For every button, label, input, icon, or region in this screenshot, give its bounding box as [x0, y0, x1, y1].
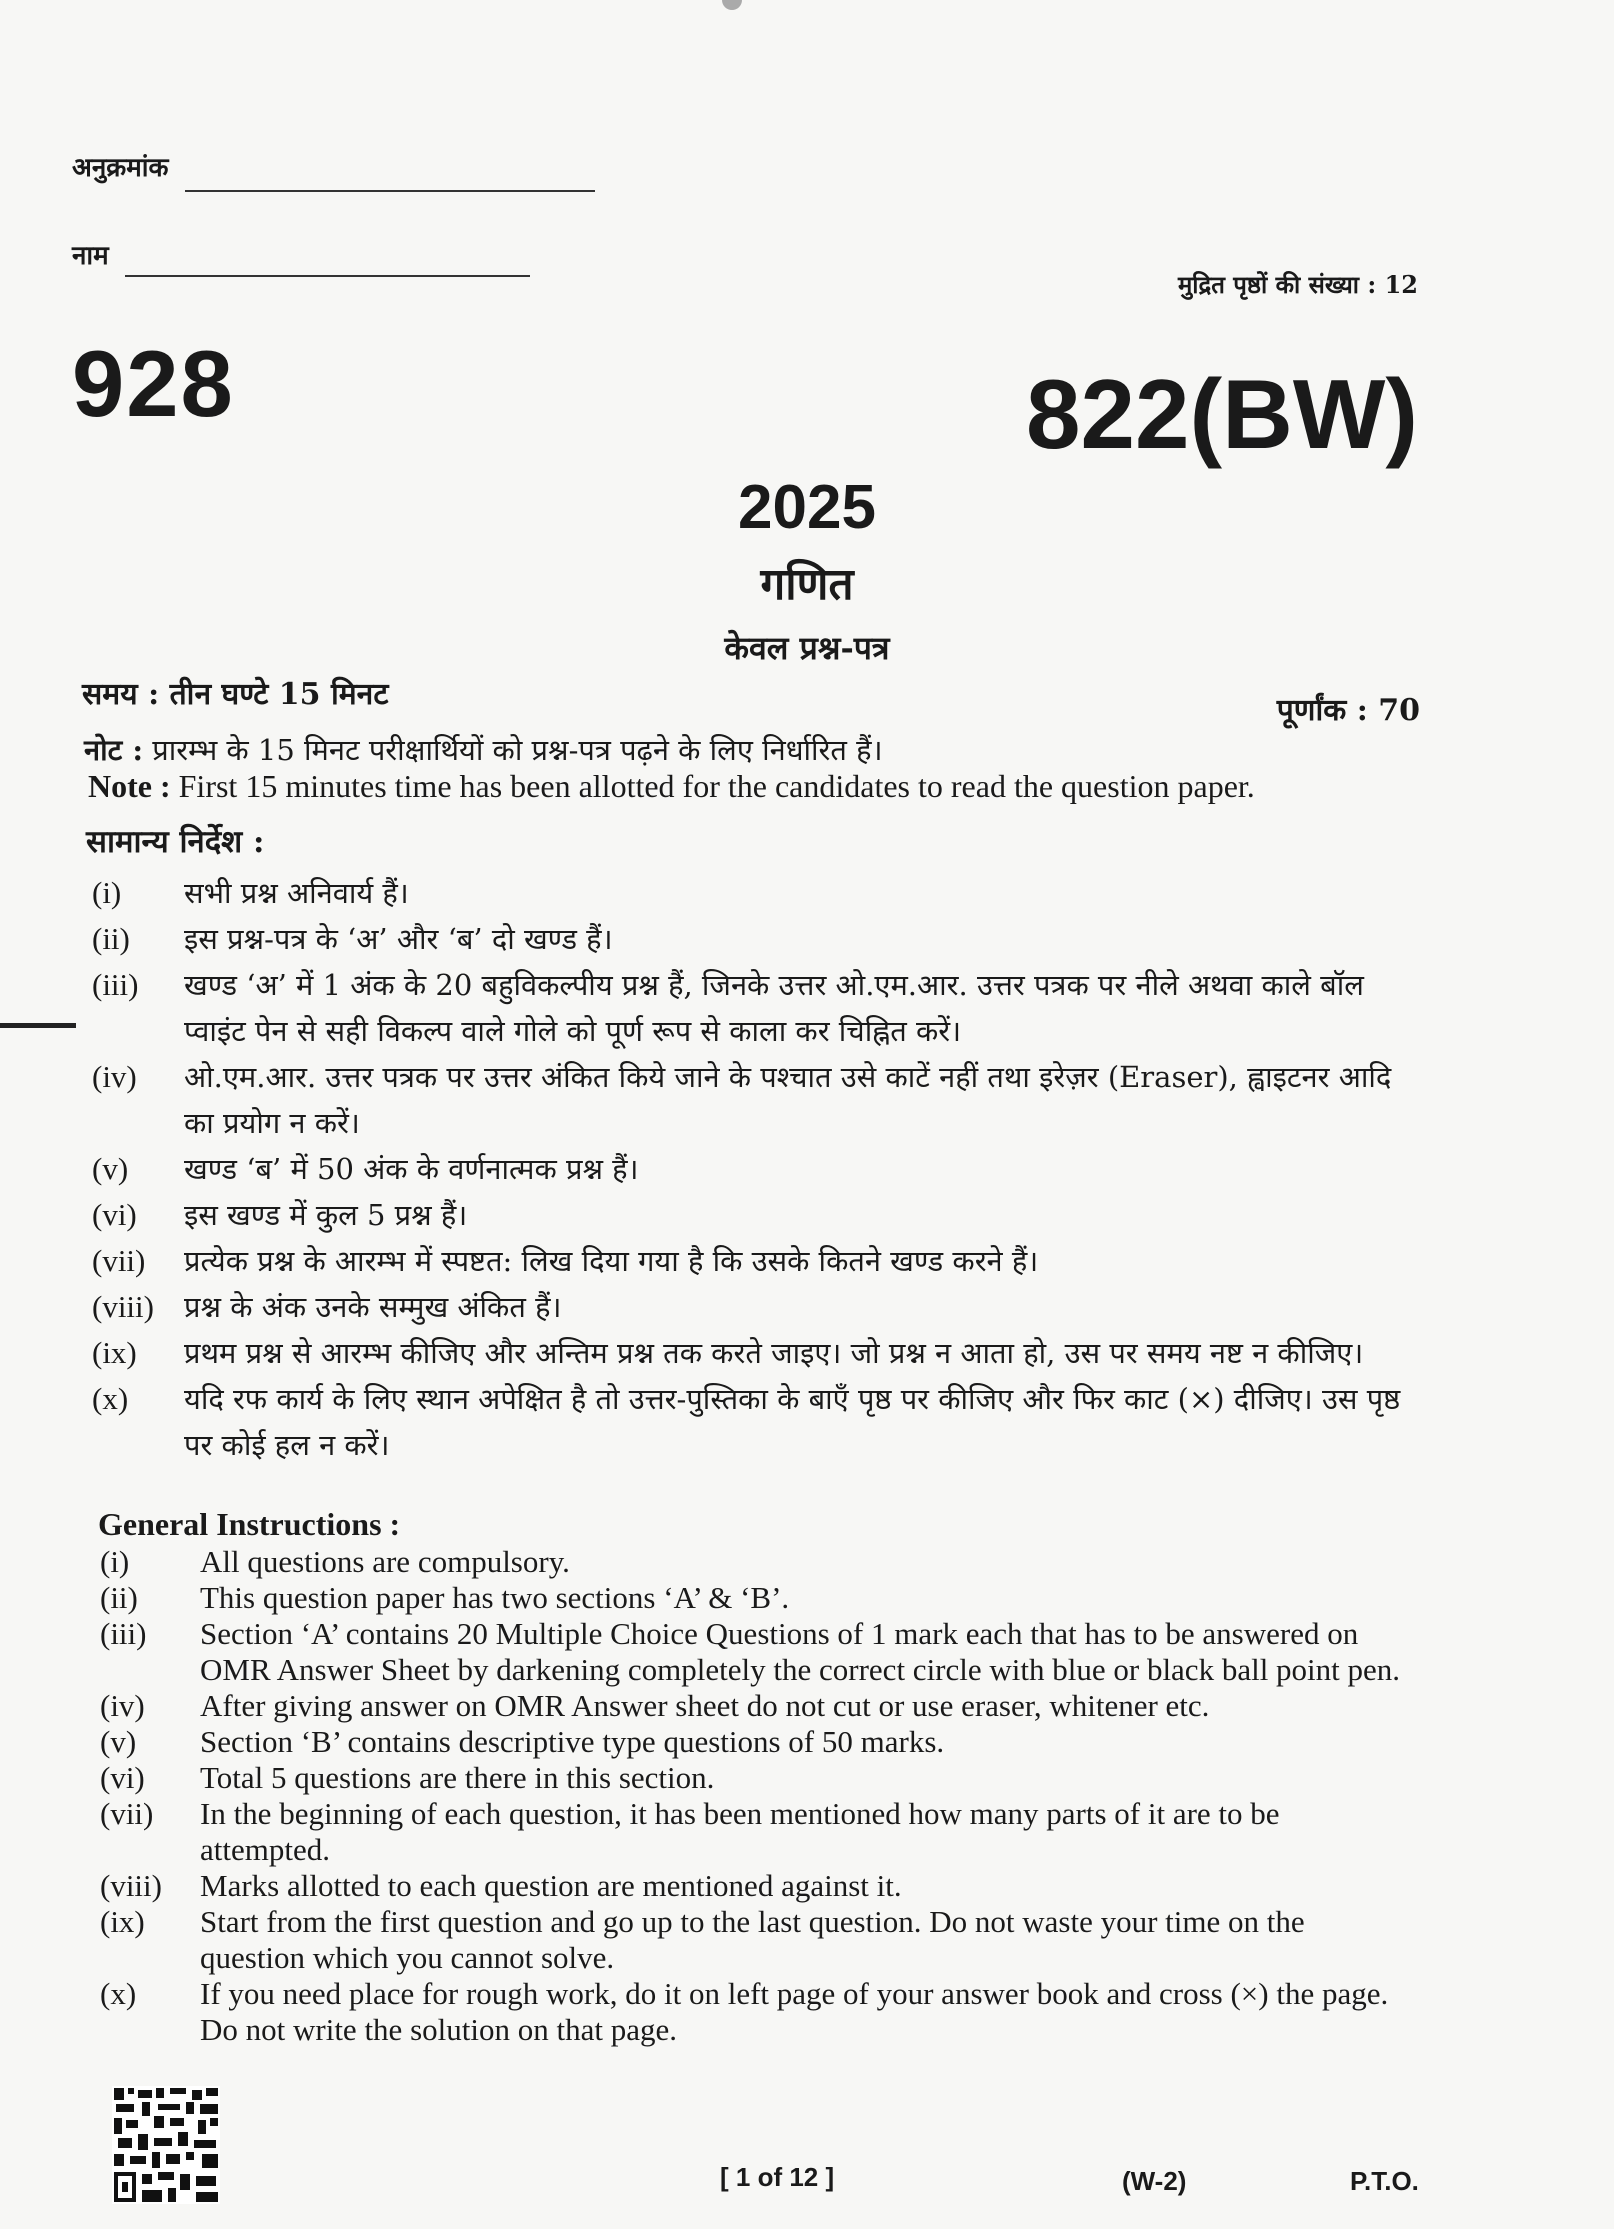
list-item: (iv) After giving answer on OMR Answer sheet do not cut or use eraser, whitener etc.: [100, 1688, 1210, 1723]
list-item: (v) Section ‘B’ contains descriptive type questions of 50 marks.: [100, 1724, 945, 1759]
list-item: (vii) In the beginning of each question, it has been mentioned how many parts of it are to be attempted.: [100, 1796, 1280, 1867]
margin-mark: [0, 1023, 76, 1028]
scan-mark: [722, 0, 742, 10]
printed-pages: मुद्रित पृष्ठों की संख्या : 12: [1177, 270, 1418, 299]
paper-type: केवल प्रश्न-पत्र: [724, 629, 890, 667]
list-item: (iii) Section ‘A’ contains 20 Multiple Choice Questions of 1 mark each that has to be answered on OMR Answer Sheet by darkening completely the correct circle with blue or black ball point pen.: [100, 1616, 1401, 1687]
note-hindi-label: नोट :: [84, 733, 144, 767]
list-item: (vi) इस खण्ड में कुल 5 प्रश्न हैं।: [92, 1197, 468, 1232]
note-english-text: First 15 minutes time has been allotted for the candidates to read the question paper.: [178, 768, 1255, 804]
list-item: (ix) Start from the first question and go up to the last question. Do not waste your time on the question which you cannot solve.: [100, 1904, 1305, 1975]
roll-number-label: अनुक्रमांक: [72, 153, 169, 183]
name-label: नाम: [72, 241, 109, 271]
list-item: (ix) प्रथम प्रश्न से आरम्भ कीजिए और अन्तिम प्रश्न तक करते जाइए। जो प्रश्न न आता हो, उस पर समय नष्ट न कीजिए।: [92, 1335, 1364, 1370]
list-item: (viii) Marks allotted to each question are mentioned against it.: [100, 1868, 902, 1903]
roll-number-field: [185, 190, 595, 192]
subject-title: गणित: [760, 559, 854, 610]
list-item: (i) सभी प्रश्न अनिवार्य हैं।: [92, 875, 409, 910]
time-allowed: समय : तीन घण्टे 15 मिनट: [82, 677, 389, 712]
list-item: (ii) This question paper has two sections ‘A’ & ‘B’.: [100, 1580, 790, 1615]
series-code: (W-2): [1122, 2166, 1187, 2196]
general-instructions-list: [100, 1544, 1410, 2048]
hindi-instructions-list: [92, 870, 1422, 1468]
list-item: (ii) इस प्रश्न-पत्र के ‘अ’ और ‘ब’ दो खण्ड हैं।: [92, 921, 613, 956]
list-item: (x) यदि रफ कार्य के लिए स्थान अपेक्षित है तो उत्तर-पुस्तिका के बाएँ पृष्ठ पर कीजिए और फिर काट (×) दीजिए। उस पृष्ठ पर कोई हल न करें।: [92, 1381, 1401, 1462]
general-instructions-title: General Instructions :: [98, 1506, 401, 1542]
exam-year: 2025: [738, 473, 876, 542]
qr-code-icon: [112, 2086, 220, 2204]
note-english-label: Note :: [88, 768, 171, 804]
hindi-instructions-title: सामान्य निर्देश :: [86, 824, 265, 860]
list-item: (x) If you need place for rough work, do it on left page of your answer book and cross (×) the page. Do not write the solution on that page.: [100, 1976, 1389, 2047]
name-field: [125, 275, 530, 277]
max-marks: पूर्णांक : 70: [1276, 693, 1420, 728]
list-item: (i) All questions are compulsory.: [100, 1544, 570, 1579]
list-item: (v) खण्ड ‘ब’ में 50 अंक के वर्णनात्मक प्रश्न हैं।: [92, 1151, 639, 1186]
paper-code-left: 928: [72, 331, 235, 436]
note-english: [88, 768, 1255, 805]
note-hindi: [84, 730, 883, 769]
page-number: [ 1 of 12 ]: [720, 2162, 835, 2192]
list-item: (vii) प्रत्येक प्रश्न के आरम्भ में स्पष्टत: लिख दिया गया है कि उसके कितने खण्ड करने हैं।: [92, 1243, 1039, 1278]
note-hindi-text: प्रारम्भ के 15 मिनट परीक्षार्थियों को प्रश्न-पत्र पढ़ने के लिए निर्धारित हैं।: [152, 733, 883, 767]
paper-code-right: 822(BW): [1025, 359, 1418, 469]
list-item: (viii) प्रश्न के अंक उनके सम्मुख अंकित हैं।: [92, 1289, 562, 1324]
list-item: (vi) Total 5 questions are there in this section.: [100, 1760, 715, 1795]
list-item: (iv) ओ.एम.आर. उत्तर पत्रक पर उत्तर अंकित किये जाने के पश्चात उसे काटें नहीं तथा इरेज़र (Eraser), ह्वाइटनर आदि का प्रयोग न करें।: [92, 1059, 1392, 1140]
please-turn-over: P.T.O.: [1350, 2166, 1419, 2196]
list-item: (iii) खण्ड ‘अ’ में 1 अंक के 20 बहुविकल्पीय प्रश्न हैं, जिनके उत्तर ओ.एम.आर. उत्तर पत्रक पर नीले अथवा काले बॉल प्वाइंट पेन से सही विकल्प वाले गोले को पूर्ण रूप से काला कर चिह्नित करें।: [92, 967, 1364, 1048]
